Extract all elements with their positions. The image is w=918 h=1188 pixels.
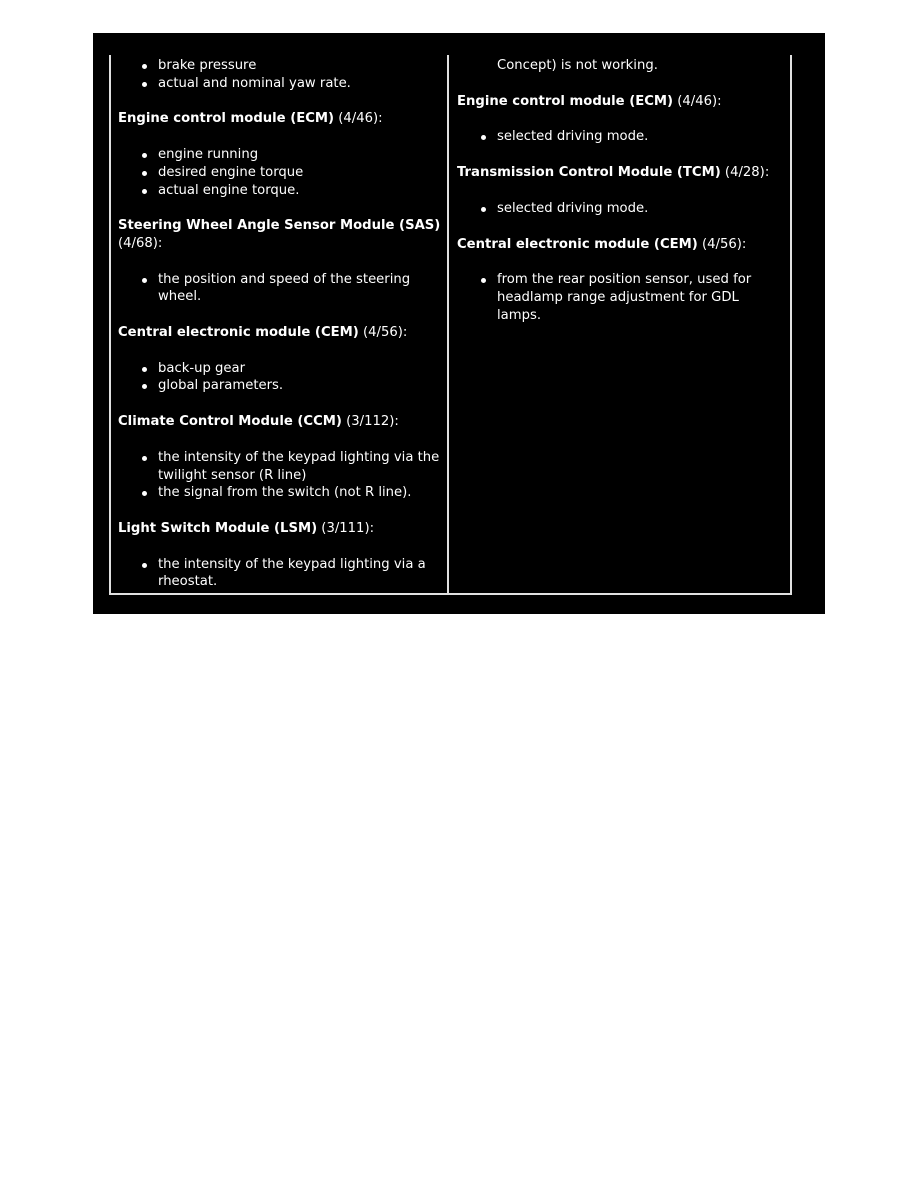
ecm-list <box>118 146 443 199</box>
list-item: the position and speed of the steering wheel. <box>118 271 443 306</box>
list-item: from the rear position sensor, used for headlamp range adjustment for GDL lamps. <box>457 271 782 324</box>
cem-list <box>457 271 782 324</box>
lsm-list <box>118 556 443 591</box>
sas-list <box>118 271 443 306</box>
section-heading-cem: Central electronic module (CEM) (4/56): <box>457 236 747 252</box>
ccm-list <box>118 449 443 502</box>
section-heading-ccm: Climate Control Module (CCM) (3/112): <box>118 414 399 430</box>
list-item: actual engine torque. <box>118 182 443 200</box>
list-item: engine running <box>118 146 443 164</box>
column-divider <box>447 55 449 595</box>
section-heading-cem: Central electronic module (CEM) (4/56): <box>118 325 408 341</box>
lead-list <box>118 57 443 92</box>
list-item: desired engine torque <box>118 164 443 182</box>
list-item: the intensity of the keypad lighting via the twilight sensor (R line) <box>118 449 443 484</box>
list-item: the signal from the switch (not R line). <box>118 484 443 502</box>
section-heading-lsm: Light Switch Module (LSM) (3/111): <box>118 520 375 536</box>
continuation-text: Concept) is not working. <box>497 58 658 73</box>
section-heading-ecm: Engine control module (ECM) (4/46): <box>118 111 383 127</box>
list-item: selected driving mode. <box>457 128 782 146</box>
section-heading-sas: Steering Wheel Angle Sensor Module (SAS) (4/68): <box>118 218 441 251</box>
list-item: the intensity of the keypad lighting via a rheostat. <box>118 556 443 591</box>
left-column <box>118 57 443 609</box>
document-panel <box>93 33 825 614</box>
list-item: actual and nominal yaw rate. <box>118 75 443 93</box>
right-column <box>457 57 782 342</box>
ecm-list <box>457 128 782 146</box>
section-heading-ecm: Engine control module (ECM) (4/46): <box>457 93 722 109</box>
list-item: selected driving mode. <box>457 200 782 218</box>
list-item: global parameters. <box>118 377 443 395</box>
tcm-list <box>457 200 782 218</box>
cem-list <box>118 360 443 395</box>
list-item: brake pressure <box>118 57 443 75</box>
list-item: back-up gear <box>118 360 443 378</box>
section-heading-tcm: Transmission Control Module (TCM) (4/28): <box>457 165 770 181</box>
